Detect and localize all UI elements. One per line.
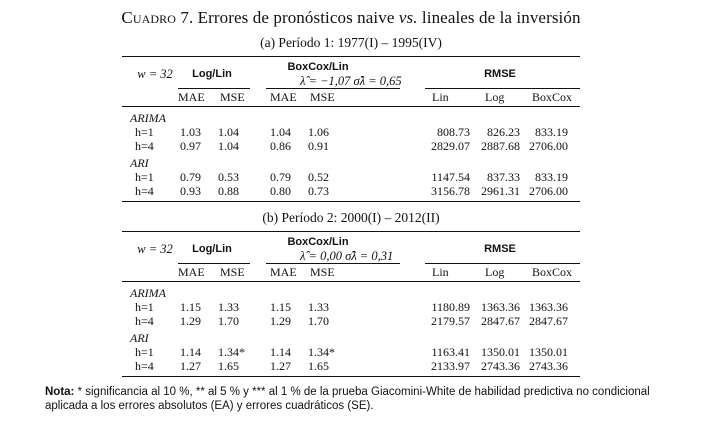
col-mse: MSE [310, 265, 335, 279]
cell-boxcox-mse: 0.91 [308, 139, 329, 153]
group-rmse: RMSE [484, 243, 516, 255]
cell-rmse-boxcox: 833.19 [535, 125, 568, 139]
cell-boxcox-mae: 1.27 [270, 359, 291, 373]
cell-boxcox-mse: 0.52 [308, 170, 329, 184]
cell-rmse-log: 1363.36 [481, 300, 520, 314]
col-mae: MAE [178, 265, 205, 279]
cmid-boxcox [266, 263, 400, 264]
cell-rmse-log: 2847.67 [481, 314, 520, 328]
cell-loglin-mse: 1.04 [218, 139, 239, 153]
row-horizon: h=1 [135, 170, 154, 184]
cell-rmse-boxcox: 1350.01 [529, 345, 568, 359]
row-horizon: h=4 [135, 184, 154, 198]
cell-loglin-mse: 1.33 [218, 300, 239, 314]
cell-rmse-log: 1350.01 [481, 345, 520, 359]
section-name: ARI [130, 156, 149, 170]
cell-loglin-mse: 1.04 [218, 125, 239, 139]
group-rmse: RMSE [484, 68, 516, 80]
panel-top-rule [122, 231, 580, 232]
cell-rmse-boxcox: 2847.67 [529, 314, 568, 328]
cell-rmse-boxcox: 2706.00 [529, 139, 568, 153]
group-boxcox: BoxCox/Lin [287, 61, 349, 73]
cell-loglin-mae: 1.03 [180, 125, 201, 139]
cmid-loglin [178, 88, 250, 89]
cell-boxcox-mae: 0.79 [270, 170, 291, 184]
table-label: Cuadro 7. [121, 8, 194, 27]
cell-boxcox-mse: 1.70 [308, 314, 329, 328]
col-mae: MAE [178, 90, 205, 104]
table-note [45, 385, 665, 413]
cell-rmse-boxcox: 2706.00 [529, 184, 568, 198]
section-name: ARI [130, 331, 149, 345]
title-text-before: Errores de pronósticos naive [197, 8, 399, 27]
cell-loglin-mse: 1.70 [218, 314, 239, 328]
row-horizon: h=4 [135, 139, 154, 153]
col-log: Log [485, 265, 505, 279]
cell-rmse-lin: 1163.41 [431, 345, 470, 359]
panel-subtitle: (b) Período 2: 2000(I) – 2012(II) [262, 210, 440, 225]
boxcox-params: λ̂ = 0,00 σ̂λ = 0,31 [300, 249, 394, 263]
window-size-label: w = 32 [137, 242, 173, 256]
cell-rmse-log: 2887.68 [481, 139, 520, 153]
row-horizon: h=4 [135, 359, 154, 373]
col-mae: MAE [270, 265, 297, 279]
col-mae: MAE [270, 90, 297, 104]
cell-loglin-mse: 0.88 [218, 184, 239, 198]
cell-boxcox-mse: 0.73 [308, 184, 329, 198]
cell-boxcox-mse: 1.34* [308, 345, 335, 359]
cell-rmse-log: 826.23 [487, 125, 520, 139]
panel-bottom-rule [122, 376, 580, 377]
cell-boxcox-mae: 0.80 [270, 184, 291, 198]
cell-boxcox-mae: 1.29 [270, 314, 291, 328]
cell-rmse-lin: 2829.07 [431, 139, 470, 153]
boxcox-params: λ̂ = −1,07 σ̂λ = 0,65 [300, 74, 402, 88]
cell-loglin-mae: 1.27 [180, 359, 201, 373]
cell-rmse-log: 837.33 [487, 170, 520, 184]
cell-loglin-mae: 0.97 [180, 139, 201, 153]
cell-boxcox-mse: 1.65 [308, 359, 329, 373]
cell-loglin-mae: 1.29 [180, 314, 201, 328]
section-name: ARIMA [130, 286, 166, 300]
cell-boxcox-mae: 0.86 [270, 139, 291, 153]
cell-rmse-lin: 2133.97 [431, 359, 470, 373]
col-boxcox: BoxCox [532, 265, 573, 279]
cell-loglin-mse: 0.53 [218, 170, 239, 184]
cell-rmse-boxcox: 2743.36 [529, 359, 568, 373]
note-text: * significancia al 10 %, ** al 5 % y *** al 1 % de la prueba Giacomini-White de habilidad predictiva no condicional aplicada a los errores absolutos (EA) y errores cuadráticos (SE). [45, 386, 650, 412]
panel-bottom-rule [122, 201, 580, 202]
col-boxcox: BoxCox [532, 90, 573, 104]
cell-boxcox-mae: 1.15 [270, 300, 291, 314]
cell-loglin-mae: 1.14 [180, 345, 201, 359]
cell-rmse-boxcox: 1363.36 [529, 300, 568, 314]
row-horizon: h=1 [135, 125, 154, 139]
cell-rmse-lin: 1147.54 [431, 170, 470, 184]
cmid-rmse [425, 263, 580, 264]
title-text-after: lineales de la inversión [417, 8, 581, 27]
cell-loglin-mae: 0.79 [180, 170, 201, 184]
cell-rmse-log: 2961.31 [481, 184, 520, 198]
window-size-label: w = 32 [137, 67, 173, 81]
panel-top-rule [122, 56, 580, 57]
cell-boxcox-mse: 1.06 [308, 125, 329, 139]
cell-rmse-lin: 808.73 [437, 125, 470, 139]
col-mse: MSE [310, 90, 335, 104]
col-mse: MSE [220, 265, 245, 279]
col-log: Log [485, 90, 505, 104]
cell-rmse-lin: 3156.78 [431, 184, 470, 198]
row-horizon: h=4 [135, 314, 154, 328]
cell-rmse-lin: 1180.89 [431, 300, 470, 314]
cell-loglin-mae: 0.93 [180, 184, 201, 198]
cell-rmse-boxcox: 833.19 [535, 170, 568, 184]
cell-rmse-lin: 2179.57 [431, 314, 470, 328]
panel-subtitle: (a) Período 1: 1977(I) – 1995(IV) [260, 35, 442, 50]
section-name: ARIMA [130, 111, 166, 125]
title-vs: vs. [398, 8, 418, 27]
cmid-loglin [178, 263, 250, 264]
cell-loglin-mae: 1.15 [180, 300, 201, 314]
col-mse: MSE [220, 90, 245, 104]
cell-loglin-mse: 1.34* [218, 345, 245, 359]
col-lin: Lin [432, 265, 449, 279]
group-boxcox: BoxCox/Lin [287, 236, 349, 248]
header-bottom-rule [122, 281, 580, 282]
header-bottom-rule [122, 106, 580, 107]
cell-rmse-log: 2743.36 [481, 359, 520, 373]
note-label: Nota: [45, 386, 75, 398]
row-horizon: h=1 [135, 345, 154, 359]
cell-boxcox-mae: 1.04 [270, 125, 291, 139]
cmid-rmse [425, 88, 580, 89]
cell-boxcox-mae: 1.14 [270, 345, 291, 359]
col-lin: Lin [432, 90, 449, 104]
cell-boxcox-mse: 1.33 [308, 300, 329, 314]
table-title [0, 8, 702, 28]
group-loglin: Log/Lin [192, 68, 232, 80]
group-loglin: Log/Lin [192, 243, 232, 255]
cell-loglin-mse: 1.65 [218, 359, 239, 373]
cmid-boxcox [266, 88, 400, 89]
row-horizon: h=1 [135, 300, 154, 314]
